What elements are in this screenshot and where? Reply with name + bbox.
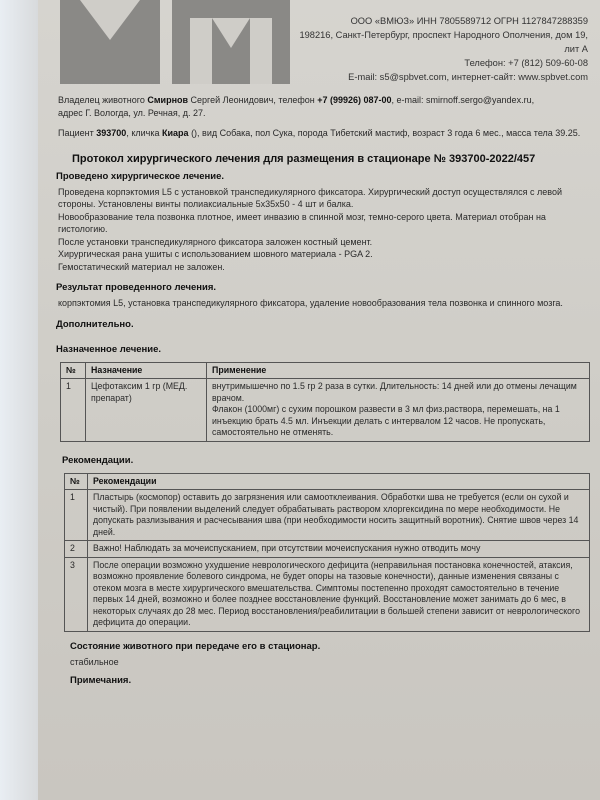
patient-nick: Киара (162, 128, 189, 138)
table-header-row (61, 362, 590, 379)
surgery-line: Гемостатический материал не заложен. (58, 261, 225, 272)
row-number: 3 (65, 557, 88, 631)
owner-name: Сергей Леонидович, телефон (190, 95, 315, 105)
patient-info (58, 127, 590, 140)
row-number: 1 (61, 379, 86, 442)
company-phone: Телефон: +7 (812) 509-60-08 (464, 58, 588, 68)
owner-address: адрес Г. Вологда, ул. Речная, д. 27. (58, 107, 206, 118)
document-content (56, 94, 590, 690)
condition-value: стабильное (70, 656, 119, 667)
owner-info (58, 94, 590, 119)
recommendations-table (64, 473, 590, 632)
company-info: ООО «ВМЮЗ» ИНН 7805589712 ОГРН 1127847288359 (350, 16, 588, 26)
col-usage: Применение (207, 362, 590, 379)
recommendation-text: После операции возможно ухудшение неврологического дефицита (неправильная постановка конечностей, атаксия, возможно проявление болевого синдрома, не будет опоры на тазовые конечности), данные изменения связаны с отеком мозга в месте хирургического вмешательства. Симптомы постепенно проходят самостоятельно в течение первых 14 дней, возможно и более позднее восстановление функций. Восстановление может занимать до 6 мес, в некоторых случаях до 28 мес. Период восстановления/реабилитации в большей степени зависит от неврологического дефицита до операции. (88, 557, 590, 631)
condition-heading: Состояние животного при передаче его в стационар. (70, 640, 321, 652)
patient-label: Пациент (58, 128, 94, 138)
protocol-title: Протокол хирургического лечения для размещения в стационаре № 393700-2022/457 (72, 152, 536, 165)
usage-line: внутримышечно по 1.5 гр 2 раза в сутки. Длительность: 14 дней или до отмены лечащим врачом. (212, 381, 577, 403)
table-row (65, 557, 590, 631)
surgery-line: Хирургическая рана ушиты с использованием шовного материала - PGA 2. (58, 249, 373, 259)
patient-details: (), вид Собака, пол Сука, порода Тибетский мастиф, возраст 3 года 6 мес., масса тела 39.25. (191, 128, 581, 138)
surgery-text (58, 186, 590, 274)
table-row (61, 379, 590, 442)
company-email: E-mail: s5@spbvet.com, интернет-сайт: www.spbvet.com (348, 72, 588, 82)
patient-id: 393700 (96, 128, 127, 138)
recommendations-heading: Рекомендации. (62, 454, 134, 466)
row-number: 1 (65, 490, 88, 541)
owner-email: , e-mail: smirnoff.sergo@yandex.ru, (391, 95, 535, 105)
col-number: № (61, 362, 86, 379)
recommendation-text: Пластырь (космопор) оставить до загрязнения или самоотклеивания. Обработки шва не требуется (если он сухой и чистый). При появлении выделений следует обрабатывать раствором хлоргексидина по мере необходимости. Не допускать разлизывания и расчесывания шва (при необходимости носить защитный воротник). Снятие швов через 14 дней. (88, 490, 590, 541)
additional-heading: Дополнительно. (56, 318, 134, 330)
clinic-logo (60, 0, 290, 86)
drug-usage (207, 379, 590, 442)
owner-label: Владелец животного (58, 95, 145, 105)
result-heading: Результат проведенного лечения. (56, 282, 217, 293)
result-text: корпэктомия L5, установка транспедикулярного фиксатора, удаление новообразования тела позвонка и спинного мозга. (58, 298, 563, 308)
table-row (65, 490, 590, 541)
table-row (65, 541, 590, 558)
table-header-row (65, 473, 590, 490)
page-edge (0, 0, 38, 800)
surgery-line: Проведена корпэктомия L5 с установкой транспедикулярного фиксатора. Хирургический доступ осуществлялся с левой стороны. Установлены винты полиаксиальные 5x35x50 - 4 шт и балка. (58, 186, 562, 209)
row-number: 2 (65, 541, 88, 558)
col-recommendation: Рекомендации (88, 473, 590, 490)
treatment-heading: Назначенное лечение. (56, 343, 162, 355)
col-name: Назначение (86, 362, 207, 379)
company-address-2: лит А (564, 44, 588, 54)
recommendation-text: Важно! Наблюдать за мочеиспусканием, при отсутствии мочеиспускания нужно отводить мочу (88, 541, 590, 558)
nick-label: , кличка (126, 128, 160, 138)
owner-phone: +7 (99926) 087-00 (317, 95, 392, 105)
surgery-heading: Проведено хирургическое лечение. (56, 170, 225, 182)
notes-heading: Примечания. (70, 675, 132, 686)
owner-surname: Смирнов (147, 95, 189, 105)
treatment-table (60, 362, 590, 442)
clinic-contacts (298, 14, 588, 84)
surgery-line: После установки транспедикулярного фиксатора заложен костный цемент. (58, 236, 373, 247)
company-address: 198216, Санкт-Петербург, проспект Народного Ополчения, дом 19, (299, 30, 588, 40)
col-number: № (65, 473, 88, 490)
usage-line: Флакон (1000мг) с сухим порошком развести в 3 мл физ.раствора, перемешать, на 1 инъекцию брать 4.5 мл. Инъекции делать с интервалом 12 часов. Не пропускать, самостоятельно не отменять. (212, 404, 560, 437)
surgery-line: Новообразование тела позвонка плотное, имеет инвазию в спинной мозг, темно-серого цвета. Материал отобран на гистологию. (58, 211, 546, 234)
drug-name: Цефотаксим 1 гр (МЕД. препарат) (86, 379, 207, 442)
